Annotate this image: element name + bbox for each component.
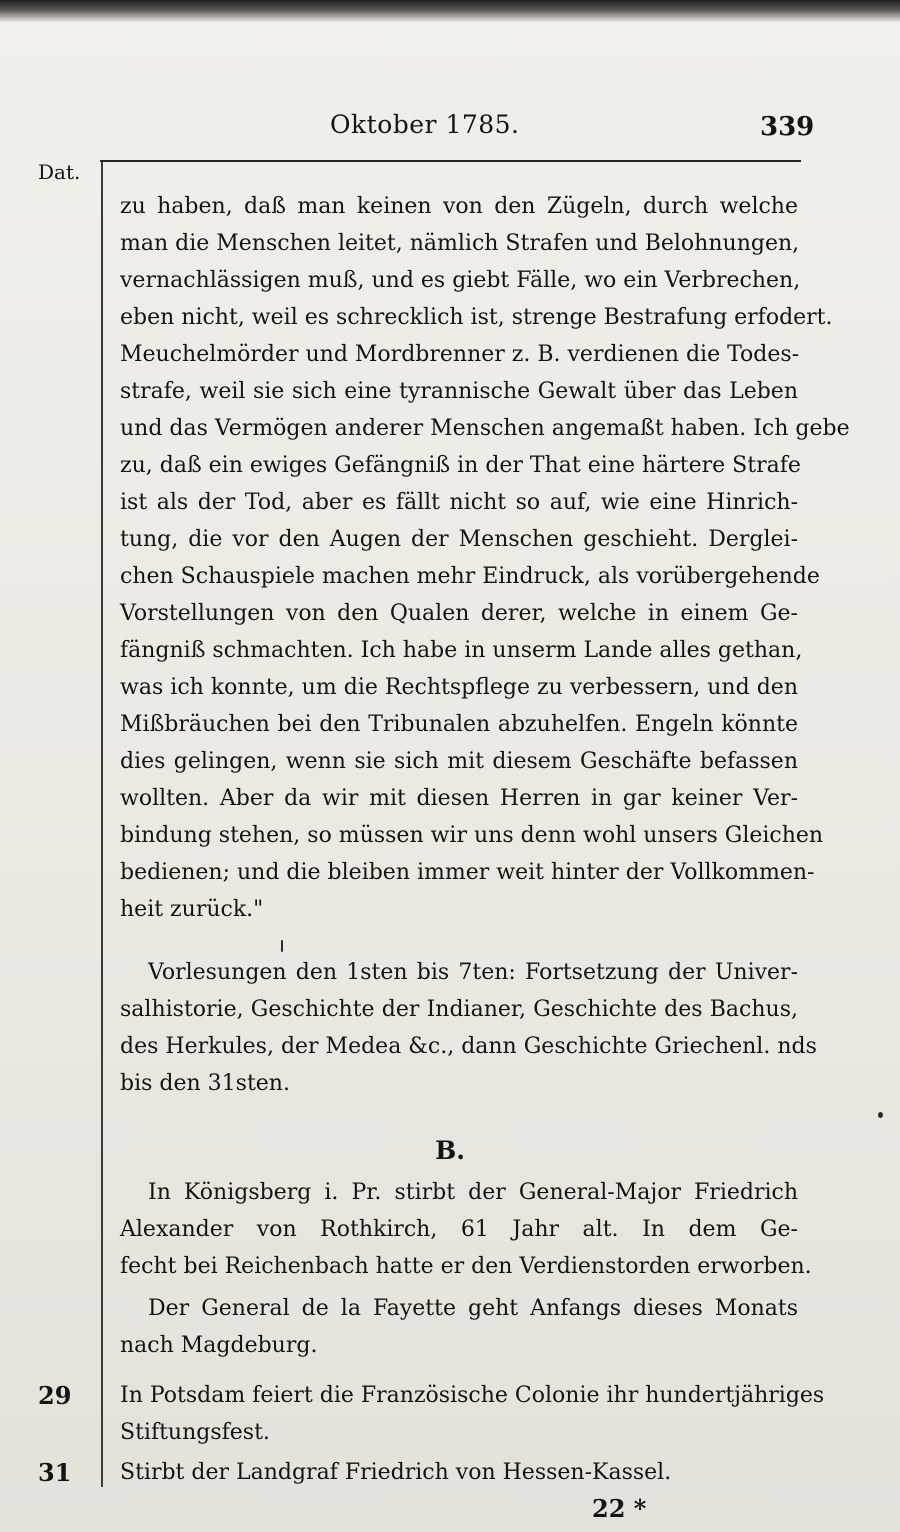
body-line: bindung stehen, so müssen wir uns denn wohl unsers Gleichen (120, 823, 824, 848)
body-line: zu haben, daß man keinen von den Zügeln, durch welche (120, 194, 798, 219)
entry-date: 29 (38, 1381, 72, 1410)
scan-speck (878, 1112, 883, 1118)
lectures-line: Vorlesungen den 1sten bis 7ten: Fortsetzung der Univer- (148, 960, 798, 985)
header-rule (100, 160, 801, 162)
page-number: 339 (760, 112, 815, 142)
body-line: zu, daß ein ewiges Gefängniß in der That eine härtere Strafe (120, 453, 801, 478)
body-line: dies gelingen, wenn sie sich mit diesem Geschäfte befassen (120, 749, 798, 774)
body-line: bedienen; und die bleiben immer weit hinter der Vollkommen- (120, 860, 815, 885)
signature-mark: 22 * (592, 1494, 647, 1523)
fayette-line: Der General de la Fayette geht Anfangs dieses Monats (148, 1296, 798, 1321)
lectures-line: salhistorie, Geschichte der Indianer, Geschichte des Bachus, (120, 997, 798, 1022)
entry-line: Stirbt der Landgraf Friedrich von Hessen-Kassel. (120, 1460, 672, 1485)
scan-top-edge (0, 0, 900, 22)
lectures-line: bis den 31sten. (120, 1071, 290, 1096)
body-line: chen Schauspiele machen mehr Eindruck, als vorübergehende (120, 564, 820, 589)
body-line: ist als der Tod, aber es fällt nicht so auf, wie eine Hinrich- (120, 490, 798, 515)
fayette-line: nach Magdeburg. (120, 1333, 318, 1358)
body-line: heit zurück." (120, 897, 264, 922)
entry-line: Stiftungsfest. (120, 1420, 270, 1445)
body-line: was ich konnte, um die Rechtspflege zu verbessern, und den (120, 675, 798, 700)
margin-rule (101, 162, 103, 1487)
body-line: Meuchelmörder und Mordbrenner z. B. verdienen die Todes- (120, 342, 800, 367)
koenigsberg-line: In Königsberg i. Pr. stirbt der General-Major Friedrich (148, 1180, 798, 1205)
body-line: Vorstellungen von den Qualen derer, welche in einem Ge- (120, 601, 798, 626)
scan-speck (281, 940, 283, 952)
body-line: tung, die vor den Augen der Menschen geschieht. Derglei- (120, 527, 798, 552)
running-header-title: Oktober 1785. (330, 110, 520, 139)
entry-line: In Potsdam feiert die Französische Colonie ihr hundertjähriges (120, 1383, 825, 1408)
body-line: vernachlässigen muß, und es giebt Fälle, wo ein Verbrechen, (120, 268, 801, 293)
lectures-line: des Herkules, der Medea &c., dann Geschichte Griechenl. nds (120, 1034, 817, 1059)
body-line: strafe, weil sie sich eine tyrannische Gewalt über das Leben (120, 379, 798, 404)
body-line: man die Menschen leitet, nämlich Strafen und Belohnungen, (120, 231, 800, 256)
koenigsberg-line: Alexander von Rothkirch, 61 Jahr alt. In dem Ge- (120, 1217, 798, 1242)
koenigsberg-line: fecht bei Reichenbach hatte er den Verdienstorden erworben. (120, 1254, 812, 1279)
body-line: wollten. Aber da wir mit diesen Herren in gar keiner Ver- (120, 786, 798, 811)
entry-date: 31 (38, 1458, 72, 1487)
body-line: Mißbräuchen bei den Tribunalen abzuhelfen. Engeln könnte (120, 712, 798, 737)
body-line: eben nicht, weil es schrecklich ist, strenge Bestrafung erfodert. (120, 305, 833, 330)
body-line: und das Vermögen anderer Menschen angemaßt haben. Ich gebe (120, 416, 850, 441)
date-column-label: Dat. (38, 160, 81, 184)
section-heading-b: B. (435, 1136, 465, 1165)
body-line: fängniß schmachten. Ich habe in unserm Lande alles gethan, (120, 638, 803, 663)
